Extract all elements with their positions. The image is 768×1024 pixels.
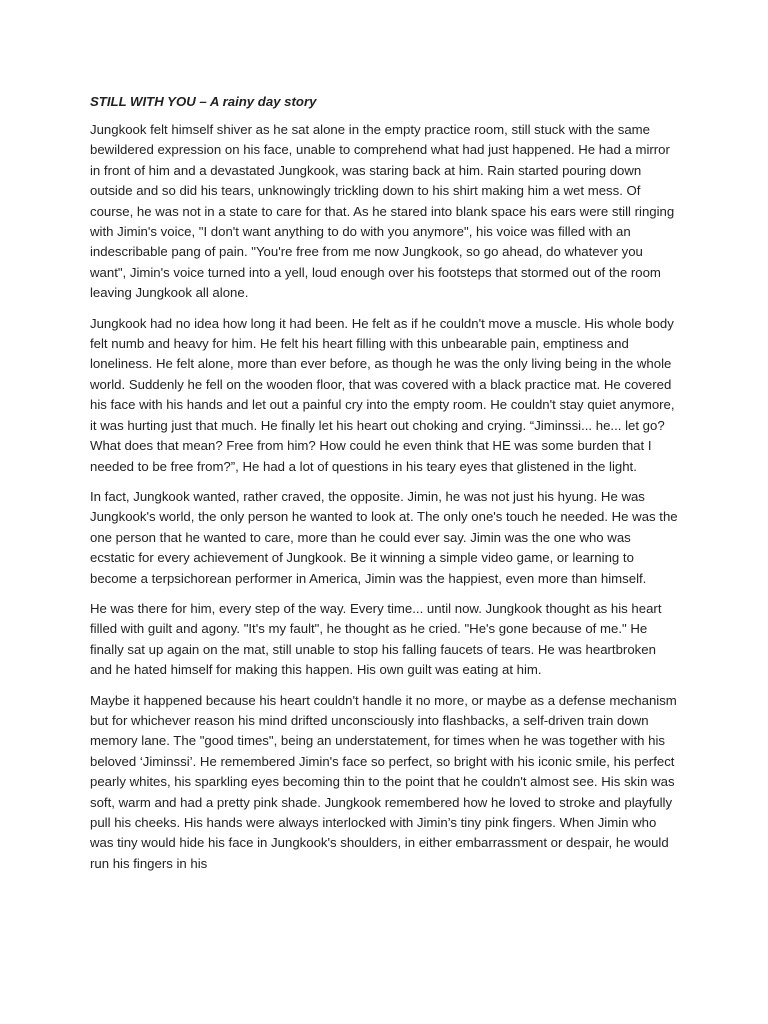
- document-page: [90, 92, 678, 884]
- paragraph-3: In fact, Jungkook wanted, rather craved, the opposite. Jimin, he was not just his hyung. He was Jungkook's world, the only person he wanted to look at. The only one's touch he needed. He was the one person that he wanted to care, more than he could ever say. Jimin was the one who was ecstatic for every achievement of Jungkook. Be it winning a simple video game, or learning to become a terpsichorean performer in America, Jimin was the happiest, even more than himself.: [90, 488, 678, 586]
- paragraph-1: Jungkook felt himself shiver as he sat alone in the empty practice room, still stuck with the same bewildered expression on his face, unable to comprehend what had just happened. He had a mirror in front of him and a devastated Jungkook, was staring back at him. Rain started pouring down outside and so did his tears, unknowingly trickling down to his shirt making him a wet mess. Of course, he was not in a state to care for that. As he stared into blank space his ears were still ringing with Jimin's voice, "I don't want anything to do with you anymore", his voice was filled with an indescribable pang of pain. "You're free from me now Jungkook, so go ahead, do whatever you want", Jimin's voice turned into a yell, loud enough over his footsteps that stormed out of the room leaving Jungkook all alone.: [90, 122, 675, 301]
- paragraph-4: He was there for him, every step of the way. Every time... until now. Jungkook thought as his heart filled with guilt and agony. "It's my fault", he thought as he cried. "He's gone because of me." He finally sat up again on the mat, still unable to stop his falling faucets of tears. He was heartbroken and he hated himself for making this happen. His own guilt was eating at him.: [90, 600, 662, 678]
- document-title: STILL WITH YOU – A rainy day story: [90, 94, 317, 109]
- paragraph-5: Maybe it happened because his heart couldn't handle it no more, or maybe as a defense mechanism but for whichever reason his mind drifted unconsciously into flashbacks, a self-driven train down memory lane. The "good times", being an understatement, for times when he was together with his beloved ‘Jiminssi’. He remembered Jimin's face so perfect, so bright with his iconic smile, his perfect pearly whites, his sparkling eyes becoming thin to the point that he couldn't almost see. His skin was soft, warm and had a pretty pink shade. Jungkook remembered how he loved to stroke and playfully pull his cheeks. His hands were always interlocked with Jimin’s tiny pink fingers. When Jimin who was tiny would hide his face in Jungkook's shoulders, in either embarrassment or despair, he would run his fingers in his: [90, 692, 677, 871]
- paragraph-2: Jungkook had no idea how long it had been. He felt as if he couldn't move a muscle. His whole body felt numb and heavy for him. He felt his heart filling with this unbearable pain, emptiness and loneliness. He felt alone, more than ever before, as though he was the only living being in the whole world. Suddenly he fell on the wooden floor, that was covered with a black practice mat. He covered his face with his hands and let out a painful cry into the empty room. He couldn't stay quiet anymore, it was hurting just that much. He finally let his heart out choking and crying. “Jiminssi... he... let go? What does that mean? Free from him? How could he even think that HE was some burden that I needed to be free from?”, He had a lot of questions in his teary eyes that glistened in the light.: [90, 315, 675, 474]
